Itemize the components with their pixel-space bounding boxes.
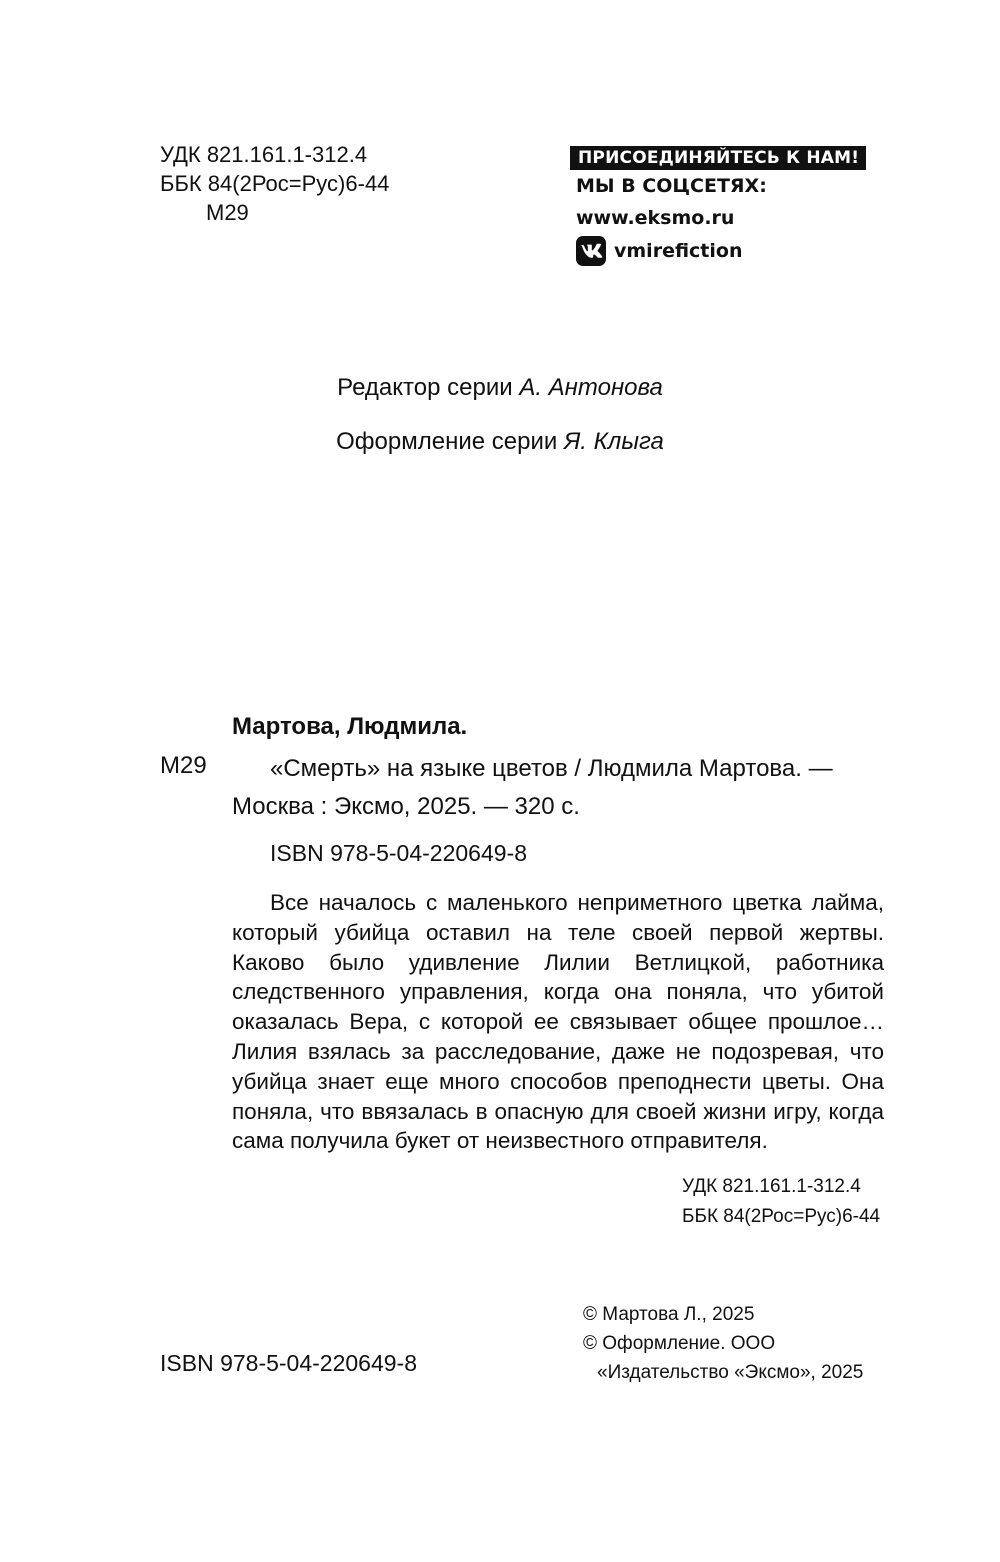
vk-link[interactable]: [570, 236, 866, 266]
vk-handle: vmirefiction: [614, 240, 743, 262]
isbn-bottom: ISBN 978-5-04-220649-8: [160, 1350, 417, 1376]
bbk-code-bottom: ББК 84(2Рос=Рус)6-44: [682, 1206, 881, 1227]
classification-codes-bottom: [682, 1172, 880, 1232]
catalog-isbn: ISBN 978-5-04-220649-8: [270, 840, 527, 866]
website-link[interactable]: www.eksmo.ru: [576, 207, 735, 229]
catalog-title: [232, 750, 882, 826]
classification-codes-top: [160, 140, 389, 227]
catalog-author-mark: М29: [160, 752, 207, 779]
udk-code: УДК 821.161.1-312.4: [160, 142, 368, 167]
catalog-title-line2: Москва : Эксмо, 2025. — 320 с.: [232, 793, 580, 820]
series-editor-label: Редактор серии: [337, 374, 513, 401]
copyright-block: [583, 1300, 863, 1387]
catalog-title-line1: «Смерть» на языке цветов / Людмила Мартова. —: [270, 755, 833, 782]
bbk-code: ББК 84(2Рос=Рус)6-44: [160, 171, 390, 196]
join-banner: ПРИСОЕДИНЯЙТЕСЬ К НАМ!: [570, 146, 866, 170]
series-design-credit: [0, 428, 1000, 456]
copyright-design: © Оформление. ООО: [583, 1333, 776, 1354]
social-block: [570, 146, 866, 266]
udk-code-bottom: УДК 821.161.1-312.4: [682, 1176, 861, 1197]
catalog-author: Мартова, Людмила.: [232, 713, 468, 740]
series-design-label: Оформление серии: [336, 428, 558, 455]
series-design-name: Я. Клыга: [563, 428, 664, 455]
social-networks-label: МЫ В СОЦСЕТЯХ:: [576, 175, 767, 197]
vk-icon: [576, 236, 606, 266]
copyright-publisher: «Издательство «Эксмо», 2025: [597, 1362, 864, 1383]
copyright-author: © Мартова Л., 2025: [583, 1304, 755, 1325]
author-mark: М29: [206, 200, 249, 225]
series-editor-name: А. Антонова: [519, 374, 663, 401]
annotation-text: Все началось с маленького неприметного цветка лайма, который убийца оставил на теле своей первой жертвы. Каково было удивление Лилии Ветлицкой, работника следственного управления, когда она поняла, что убитой оказалась Вера, с которой ее связывает общее прошлое… Лилия взялась за расследование, даже не подозревая, что убийца знает еще много способов преподнести цветы. Она поняла, что ввязалась в опасную для своей жизни игру, когда сама получила букет от неизвестного отправителя.: [232, 890, 884, 1154]
series-editor-credit: [0, 374, 1000, 402]
